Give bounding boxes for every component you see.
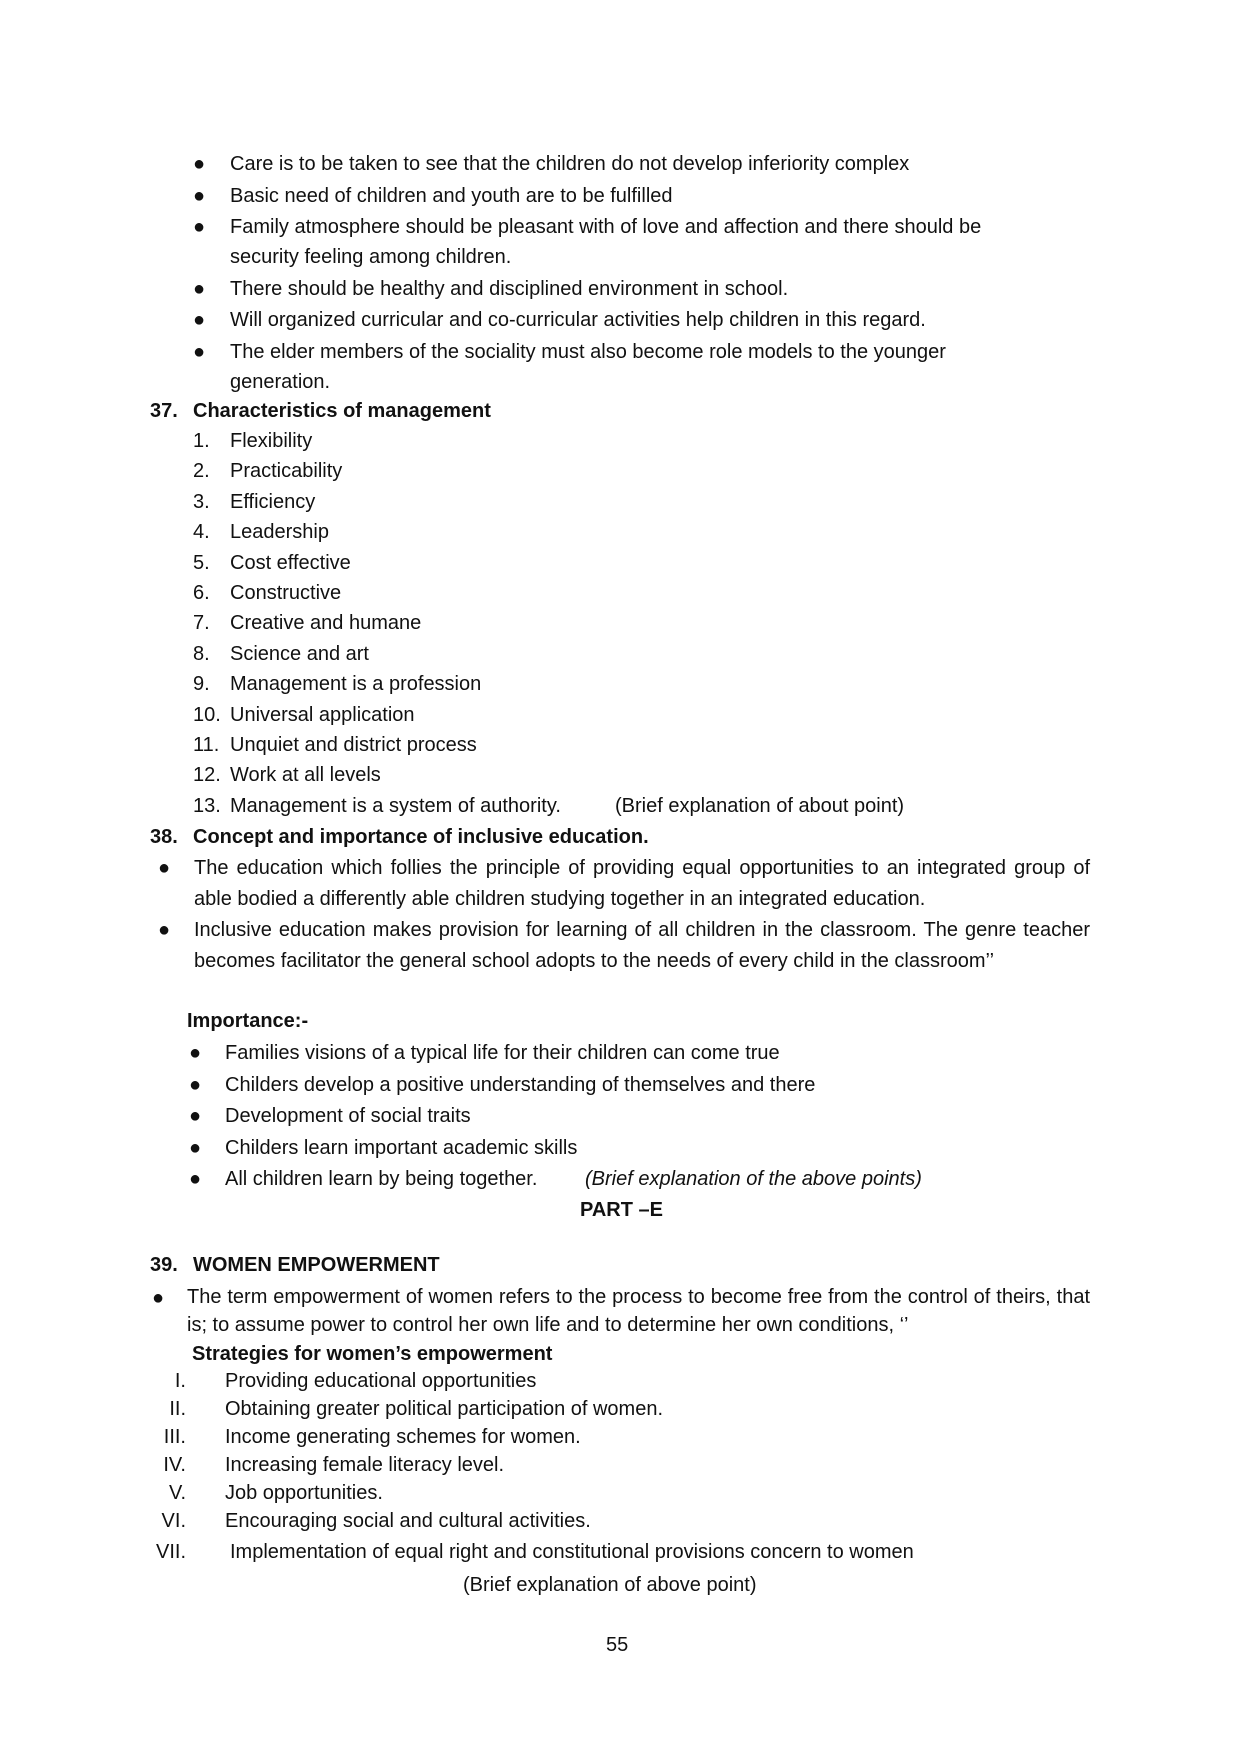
list-number: 11.: [193, 734, 220, 756]
list-item-continuation: security feeling among children.: [230, 246, 512, 268]
section-heading: WOMEN EMPOWERMENT: [193, 1254, 440, 1276]
paragraph: The term empowerment of women refers to the process to become free from the control of theirs, that is; to assume power to control her own life and to determine her own conditions, ‘’: [187, 1286, 1090, 1336]
list-item: Job opportunities.: [225, 1482, 383, 1504]
list-item: Science and art: [230, 643, 369, 665]
page-number: 55: [606, 1634, 629, 1656]
strategies-label: Strategies for women’s empowerment: [192, 1343, 553, 1365]
list-item-continuation: generation.: [230, 371, 331, 393]
list-number: 8.: [193, 643, 210, 665]
explanation-note: (Brief explanation of about point): [615, 795, 905, 817]
list-item: Development of social traits: [225, 1105, 471, 1127]
list-number: 13.: [193, 795, 221, 817]
list-item: Management is a profession: [230, 673, 482, 695]
list-item: Obtaining greater political participation of women.: [225, 1398, 664, 1420]
bullet-marker: ●: [189, 1074, 202, 1096]
list-item: Management is a system of authority.: [230, 795, 561, 817]
list-item: Leadership: [230, 521, 329, 543]
list-number: 7.: [193, 612, 210, 634]
roman-numeral: III.: [163, 1426, 186, 1448]
list-item: Work at all levels: [230, 764, 381, 786]
list-number: 6.: [193, 582, 210, 604]
list-number: 2.: [193, 460, 210, 482]
list-number: 1.: [193, 430, 210, 452]
bullet-marker: ●: [158, 857, 171, 879]
list-item: Childers learn important academic skills: [225, 1137, 578, 1159]
explanation-note: (Brief explanation of the above points): [585, 1168, 922, 1190]
question-number: 39.: [150, 1254, 178, 1276]
list-item: Encouraging social and cultural activities.: [225, 1510, 591, 1532]
roman-numeral: VII.: [155, 1541, 186, 1563]
list-item: Constructive: [230, 582, 342, 604]
list-item: The elder members of the sociality must also become role models to the younger: [230, 341, 946, 363]
list-number: 12.: [193, 764, 221, 786]
list-number: 5.: [193, 552, 210, 574]
bullet-marker: ●: [189, 1042, 202, 1064]
list-item: Universal application: [230, 704, 415, 726]
list-item: Will organized curricular and co-curricular activities help children in this regard.: [230, 309, 926, 331]
question-number: 37.: [150, 400, 178, 422]
list-item: Creative and humane: [230, 612, 422, 634]
list-item: Providing educational opportunities: [225, 1370, 537, 1392]
list-item: There should be healthy and disciplined environment in school.: [230, 278, 789, 300]
list-item: Childers develop a positive understanding of themselves and there: [225, 1074, 816, 1096]
list-item: All children learn by being together.: [225, 1168, 538, 1190]
section-heading: Characteristics of management: [193, 400, 491, 422]
list-item: Income generating schemes for women.: [225, 1426, 581, 1448]
list-item: Increasing female literacy level.: [225, 1454, 505, 1476]
bullet-marker: ●: [193, 341, 206, 363]
list-number: 9.: [193, 673, 210, 695]
bullet-marker: ●: [152, 1287, 165, 1309]
bullet-marker: ●: [193, 278, 206, 300]
list-item: Cost effective: [230, 552, 351, 574]
roman-numeral: II.: [169, 1398, 186, 1420]
bullet-marker: ●: [189, 1137, 202, 1159]
roman-numeral: VI.: [161, 1510, 186, 1532]
list-item: Efficiency: [230, 491, 316, 513]
bullet-marker: ●: [158, 919, 171, 941]
list-number: 3.: [193, 491, 210, 513]
part-heading: PART –E: [580, 1199, 663, 1221]
list-number: 4.: [193, 521, 210, 543]
list-item: Flexibility: [230, 430, 313, 452]
roman-numeral: IV.: [163, 1454, 186, 1476]
list-item: Care is to be taken to see that the children do not develop inferiority complex: [230, 153, 910, 175]
bullet-marker: ●: [189, 1168, 202, 1190]
bullet-marker: ●: [193, 185, 206, 207]
bullet-marker: ●: [193, 216, 206, 238]
list-number: 10.: [193, 704, 221, 726]
roman-numeral: I.: [174, 1370, 186, 1392]
explanation-note: (Brief explanation of above point): [463, 1574, 757, 1596]
section-heading: Concept and importance of inclusive education.: [193, 826, 649, 848]
list-item: Unquiet and district process: [230, 734, 477, 756]
roman-numeral: V.: [168, 1482, 186, 1504]
list-item: Practicability: [230, 460, 343, 482]
bullet-marker: ●: [189, 1105, 202, 1127]
list-item: Family atmosphere should be pleasant with of love and affection and there should be: [230, 216, 982, 238]
paragraph: Inclusive education makes provision for learning of all children in the classroom. The genre teacher becomes facilitator the general school adopts to the needs of every child in the classroom’’: [194, 919, 1090, 972]
bullet-marker: ●: [193, 309, 206, 331]
list-item: Families visions of a typical life for their children can come true: [225, 1042, 780, 1064]
bullet-marker: ●: [193, 153, 206, 175]
importance-label: Importance:-: [187, 1010, 309, 1032]
list-item: Basic need of children and youth are to be fulfilled: [230, 185, 673, 207]
question-number: 38.: [150, 826, 178, 848]
paragraph: The education which follies the principle of providing equal opportunities to an integrated group of able bodied a differently able children studying together in an integrated education.: [194, 857, 1090, 910]
list-item: Implementation of equal right and constitutional provisions concern to women: [230, 1541, 914, 1563]
